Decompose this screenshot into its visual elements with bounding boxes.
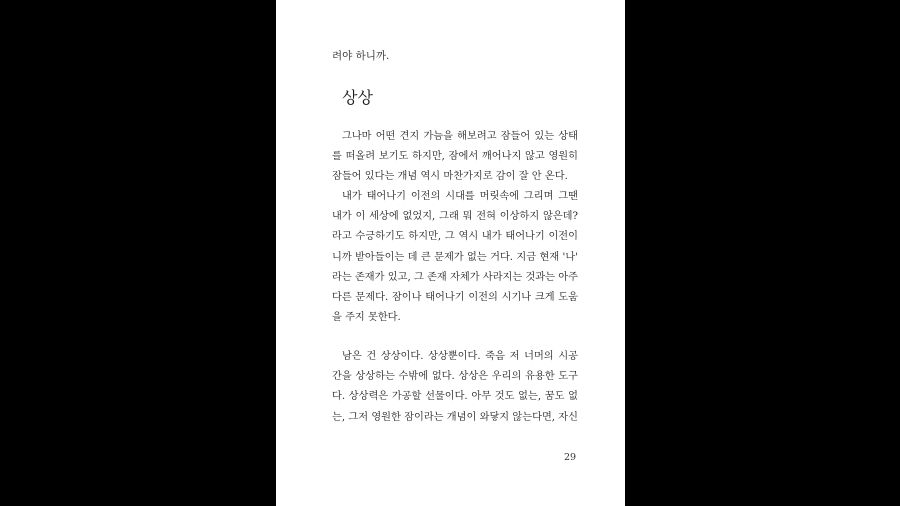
text-line: 잠들어 있다는 개념 역시 마찬가지로 감이 잘 안 온다.: [332, 171, 568, 183]
text-line: 라고 수긍하기도 하지만, 그 역시 내가 태어나기 이전이: [332, 231, 578, 243]
paragraph-1: [332, 127, 578, 188]
page-number: 29: [564, 452, 577, 463]
text-line: 을 주지 못한다.: [332, 312, 401, 324]
text-line: 내가 태어나기 이전의 시대를 머릿속에 그리며 그땐: [342, 191, 578, 202]
text-line: 니까 받아들이는 데 큰 문제가 없는 거다. 지금 현재 '나': [332, 251, 578, 263]
continued-text-line: 려야 하니까.: [332, 50, 390, 62]
section-heading: 상상: [342, 88, 373, 107]
text-line: 남은 건 상상이다. 상상뿐이다. 죽음 저 너머의 시공: [342, 351, 578, 362]
text-line: 는, 그저 영원한 잠이라는 개념이 와닿지 않는다면, 자신: [332, 411, 578, 423]
text-line: 다른 문제다. 잠이나 태어나기 이전의 시기나 크게 도움: [332, 291, 578, 303]
text-line: 내가 이 세상에 없었지, 그래 뭐 전혀 이상하지 않은데?: [332, 211, 578, 223]
text-line: 그나마 어떤 견지 가늠을 해보려고 잠들어 있는 상태: [342, 131, 578, 142]
text-line: 간을 상상하는 수밖에 없다. 상상은 우리의 유용한 도구: [332, 371, 578, 383]
text-line: 라는 존재가 있고, 그 존재 자체가 사라지는 것과는 아주: [332, 271, 578, 283]
text-line: 를 떠올려 보기도 하지만, 잠에서 깨어나지 않고 영원히: [332, 151, 578, 163]
paragraph-2: [332, 187, 578, 328]
text-line: 다. 상상력은 가공할 선물이다. 아무 것도 없는, 꿈도 없: [332, 391, 578, 403]
book-page: [276, 0, 625, 506]
paragraph-3: [332, 347, 578, 428]
